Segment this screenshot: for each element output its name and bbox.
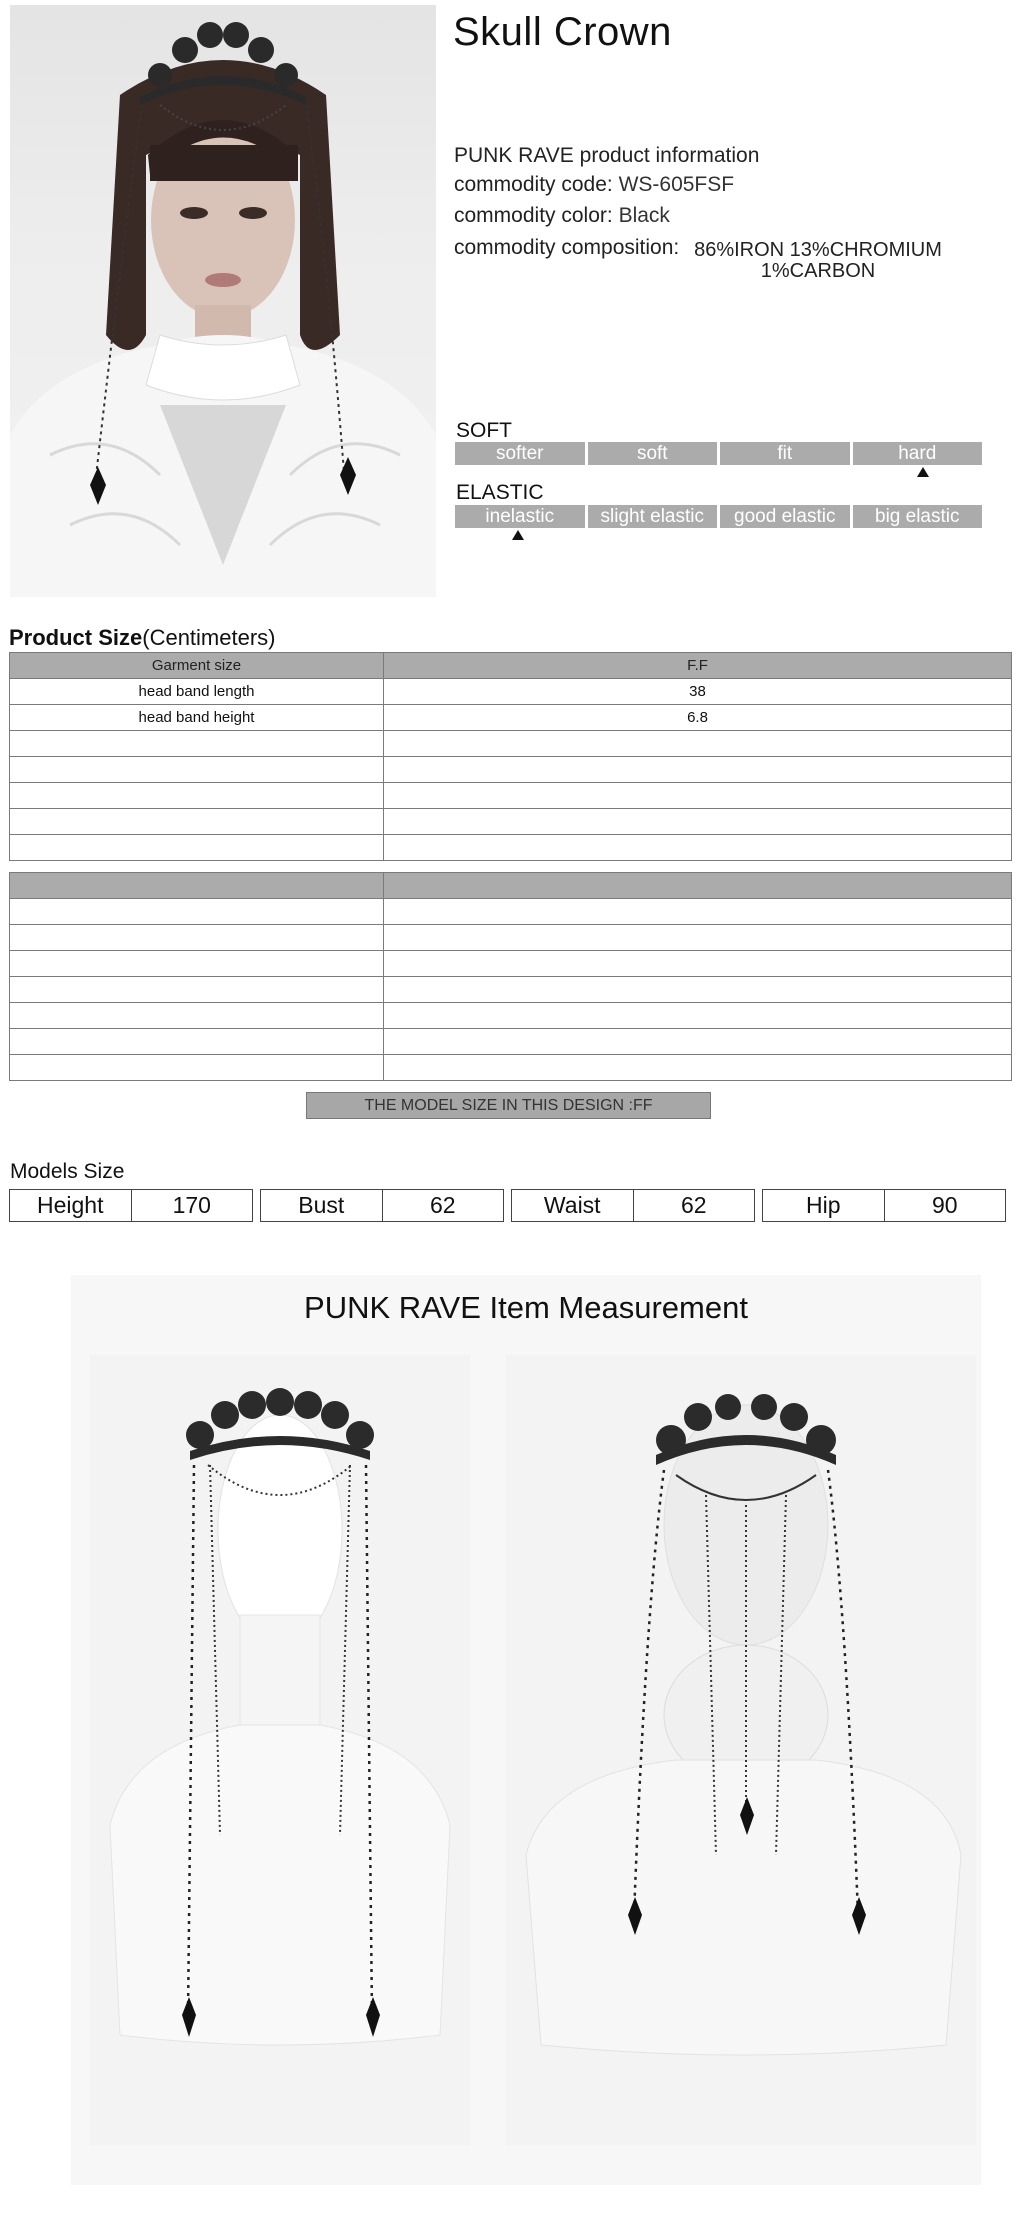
models-size-row bbox=[9, 1189, 1006, 1222]
color-value: Black bbox=[618, 204, 670, 227]
mannequin-front-illustration bbox=[90, 1355, 470, 2145]
soft-option: fit bbox=[720, 442, 850, 465]
soft-option: soft bbox=[588, 442, 718, 465]
table-row-empty bbox=[10, 783, 1012, 809]
table-row-empty bbox=[10, 899, 1012, 925]
composition-label: commodity composition: bbox=[454, 236, 680, 259]
composition-value bbox=[688, 240, 948, 282]
row-value: 6.8 bbox=[384, 705, 1012, 731]
table-row-empty bbox=[10, 1003, 1012, 1029]
table-row-empty bbox=[10, 977, 1012, 1003]
soft-selected-marker bbox=[917, 467, 929, 477]
measure-label: Height bbox=[10, 1190, 132, 1221]
soft-scale-label: SOFT bbox=[456, 419, 512, 442]
model-illustration bbox=[10, 5, 436, 597]
product-size-table bbox=[9, 652, 1012, 861]
soft-option: hard bbox=[853, 442, 983, 465]
table-row bbox=[10, 679, 1012, 705]
model-measure-height bbox=[9, 1189, 253, 1222]
code-label: commodity code: bbox=[454, 173, 613, 196]
model-measure-hip bbox=[762, 1189, 1006, 1222]
row-value: 38 bbox=[384, 679, 1012, 705]
table-row-empty bbox=[10, 925, 1012, 951]
secondary-size-table bbox=[9, 872, 1012, 1081]
table-header-row-empty bbox=[10, 873, 1012, 899]
table-row-empty bbox=[10, 1055, 1012, 1081]
composition-line-2: 1%CARBON bbox=[760, 260, 876, 282]
measure-label: Hip bbox=[763, 1190, 885, 1221]
header-size-ff: F.F bbox=[384, 653, 1012, 679]
model-measure-waist bbox=[511, 1189, 755, 1222]
table-row-empty bbox=[10, 1029, 1012, 1055]
measure-value: 62 bbox=[680, 1192, 707, 1218]
table-row bbox=[10, 705, 1012, 731]
elastic-option: good elastic bbox=[720, 505, 850, 528]
commodity-color bbox=[454, 204, 670, 228]
row-label: head band height bbox=[10, 705, 384, 731]
table-row-empty bbox=[10, 835, 1012, 861]
mannequin-front-photo bbox=[90, 1355, 470, 2145]
elastic-option: big elastic bbox=[853, 505, 983, 528]
measure-value: 90 bbox=[931, 1192, 958, 1218]
measure-value: 62 bbox=[429, 1192, 456, 1218]
models-size-title: Models Size bbox=[10, 1160, 125, 1183]
code-value: WS-605FSF bbox=[618, 173, 735, 196]
elastic-scale-label: ELASTIC bbox=[456, 481, 544, 504]
measurement-title: PUNK RAVE Item Measurement bbox=[304, 1290, 748, 1325]
product-size-title bbox=[9, 625, 276, 651]
composition-line-1: 86%IRON 13%CHROMIUM bbox=[694, 239, 942, 261]
elastic-selected-marker bbox=[512, 530, 524, 540]
mannequin-back-photo bbox=[506, 1355, 976, 2145]
table-row-empty bbox=[10, 951, 1012, 977]
measure-label: Bust bbox=[261, 1190, 383, 1221]
soft-option: softer bbox=[455, 442, 585, 465]
measure-label: Waist bbox=[512, 1190, 634, 1221]
table-header-row bbox=[10, 653, 1012, 679]
color-label: commodity color: bbox=[454, 204, 613, 227]
product-title: Skull Crown bbox=[453, 10, 672, 54]
elastic-scale bbox=[455, 505, 982, 528]
header-garment-size: Garment size bbox=[10, 653, 384, 679]
commodity-code bbox=[454, 173, 734, 197]
product-size-title-unit: (Centimeters) bbox=[142, 625, 276, 650]
row-label: head band length bbox=[10, 679, 384, 705]
measure-value: 170 bbox=[172, 1192, 211, 1218]
table-row-empty bbox=[10, 757, 1012, 783]
info-heading: PUNK RAVE product information bbox=[454, 144, 760, 167]
product-photo bbox=[10, 5, 436, 597]
model-size-note: THE MODEL SIZE IN THIS DESIGN :FF bbox=[306, 1092, 711, 1119]
mannequin-back-illustration bbox=[506, 1355, 976, 2145]
table-row-empty bbox=[10, 731, 1012, 757]
table-row-empty bbox=[10, 809, 1012, 835]
elastic-option: inelastic bbox=[455, 505, 585, 528]
product-size-title-bold: Product Size bbox=[9, 625, 143, 650]
elastic-option: slight elastic bbox=[588, 505, 718, 528]
soft-scale bbox=[455, 442, 982, 465]
model-measure-bust bbox=[260, 1189, 504, 1222]
